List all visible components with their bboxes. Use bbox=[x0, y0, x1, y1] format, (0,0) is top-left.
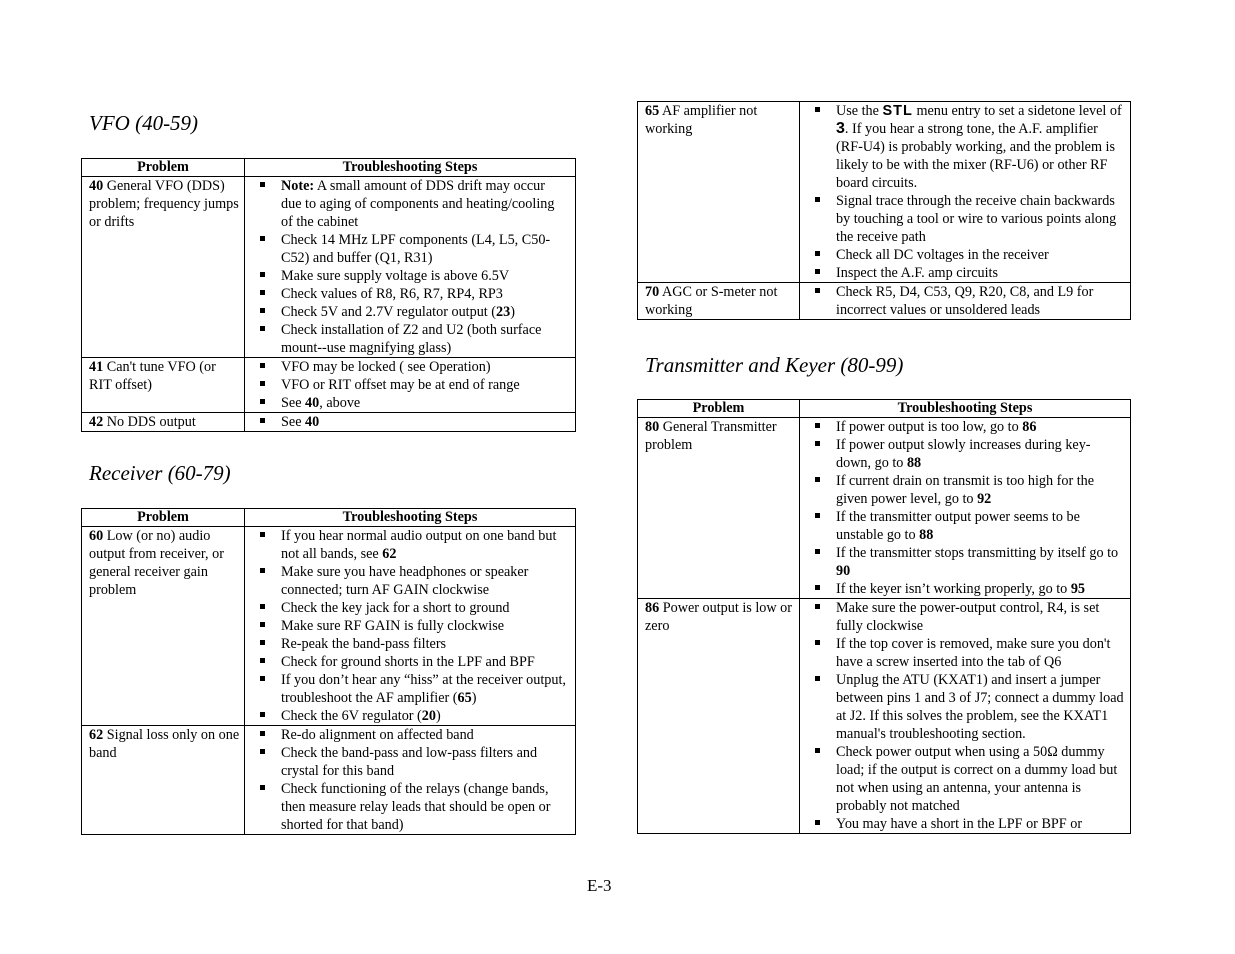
problem-number: 86 bbox=[645, 600, 660, 616]
step-item bbox=[807, 472, 1126, 508]
step-text: Use the bbox=[836, 103, 883, 119]
problem-number: 42 bbox=[89, 414, 104, 430]
vfo-table-body bbox=[82, 177, 576, 432]
step-text: Make sure you have headphones or speaker connected; turn AF GAIN clockwise bbox=[281, 564, 529, 598]
step-reference: 86 bbox=[1022, 419, 1037, 435]
step-text: ) bbox=[435, 708, 441, 724]
problem-number: 65 bbox=[645, 103, 660, 119]
step-text: Check all DC voltages in the receiver bbox=[836, 247, 1049, 263]
step-item bbox=[807, 264, 1126, 282]
problem-number: 60 bbox=[89, 528, 104, 544]
sidetone-level: 3 bbox=[836, 120, 845, 137]
step-reference: 62 bbox=[382, 546, 397, 562]
step-reference: 92 bbox=[977, 491, 992, 507]
step-text: If the transmitter stops transmitting by itself go to bbox=[836, 545, 1119, 561]
step-item bbox=[252, 527, 571, 563]
step-bold: Note: bbox=[281, 178, 315, 194]
table-row bbox=[82, 177, 576, 358]
step-text: VFO or RIT offset may be at end of range bbox=[281, 377, 520, 393]
problem-number: 80 bbox=[645, 419, 660, 435]
vfo-table bbox=[81, 158, 576, 432]
problem-number: 70 bbox=[645, 284, 660, 300]
step-text: Check for ground shorts in the LPF and BPF bbox=[281, 654, 535, 670]
step-reference: 90 bbox=[836, 563, 851, 579]
problem-number: 40 bbox=[89, 178, 104, 194]
step-item bbox=[252, 744, 571, 780]
step-text: ) bbox=[510, 304, 515, 320]
table-row bbox=[638, 283, 1131, 320]
transmitter-table bbox=[637, 399, 1131, 834]
table-row bbox=[82, 726, 576, 835]
step-text: Check 14 MHz LPF components (L4, L5, C50-C52) and buffer (Q1, R31) bbox=[281, 232, 551, 266]
problem-cell bbox=[638, 599, 800, 834]
step-text: , above bbox=[319, 395, 361, 411]
header-problem: Problem bbox=[82, 159, 245, 177]
step-text: . If you hear a strong tone, the A.F. amplifier (RF-U4) is probably working, and the problem is likely to be with the mixer (RF-U6) or other RF board circuits. bbox=[836, 121, 1115, 191]
step-text: Make sure supply voltage is above 6.5V bbox=[281, 268, 510, 284]
step-item bbox=[252, 376, 571, 394]
step-text: Check values of R8, R6, R7, RP4, RP3 bbox=[281, 286, 503, 302]
steps-cell bbox=[800, 599, 1131, 834]
table-header-row bbox=[82, 159, 576, 177]
steps-cell bbox=[245, 177, 576, 358]
problem-cell bbox=[82, 177, 245, 358]
stl-menu-label: STL bbox=[882, 103, 913, 119]
problem-number: 41 bbox=[89, 359, 104, 375]
step-text: Unplug the ATU (KXAT1) and insert a jumper between pins 1 and 3 of J7; connect a dummy load at J2. If this solves the problem, see the KXAT1 manual's troubleshooting section. bbox=[836, 672, 1124, 742]
step-item bbox=[252, 653, 571, 671]
steps-list bbox=[807, 599, 1126, 833]
step-text: If power output slowly increases during key-down, go to bbox=[836, 437, 1091, 471]
steps-list bbox=[807, 283, 1126, 319]
step-text: Check installation of Z2 and U2 (both surface mount--use magnifying glass) bbox=[281, 322, 542, 356]
step-item bbox=[807, 599, 1126, 635]
transmitter-table-body bbox=[638, 418, 1131, 834]
step-text: Signal trace through the receive chain backwards by touching a tool or wire to various points along the receive path bbox=[836, 193, 1117, 245]
table-row bbox=[82, 358, 576, 413]
problem-label: General VFO (DDS) problem; frequency jumps or drifts bbox=[89, 178, 239, 230]
step-text: Check 5V and 2.7V regulator output ( bbox=[281, 304, 497, 320]
step-text: Check functioning of the relays (change bands, then measure relay leads that should be open or shorted for that band) bbox=[281, 781, 551, 833]
problem-label: Can't tune VFO (or RIT offset) bbox=[89, 359, 216, 393]
step-text: If the transmitter output power seems to be unstable go to bbox=[836, 509, 1080, 543]
step-text: If you don’t hear any “hiss” at the receiver output, troubleshoot the AF amplifier ( bbox=[281, 672, 566, 706]
problem-number: 62 bbox=[89, 727, 104, 743]
step-item bbox=[252, 726, 571, 744]
steps-list bbox=[252, 726, 571, 834]
step-text: Check the 6V regulator ( bbox=[281, 708, 422, 724]
step-text: Inspect the A.F. amp circuits bbox=[836, 265, 998, 281]
step-item bbox=[252, 617, 571, 635]
step-reference: 95 bbox=[1070, 581, 1086, 597]
step-text: Check the band-pass and low-pass filters and crystal for this band bbox=[281, 745, 538, 779]
step-text: VFO may be locked ( see Operation) bbox=[281, 359, 491, 375]
step-item bbox=[252, 285, 571, 303]
step-text: If you hear normal audio output on one band but not all bands, see bbox=[281, 528, 557, 562]
step-item bbox=[252, 394, 571, 412]
step-item bbox=[252, 231, 571, 267]
step-item bbox=[807, 815, 1126, 833]
step-text: If power output is too low, go to bbox=[836, 419, 1023, 435]
step-item bbox=[807, 283, 1126, 319]
step-item bbox=[807, 192, 1126, 246]
step-reference: 40 bbox=[305, 395, 320, 411]
steps-list bbox=[252, 177, 571, 357]
steps-cell bbox=[800, 102, 1131, 283]
step-text: Make sure the power-output control, R4, is set fully clockwise bbox=[836, 600, 1100, 634]
problem-cell bbox=[82, 527, 245, 726]
step-item bbox=[252, 358, 571, 376]
receiver-continued-table bbox=[637, 101, 1131, 320]
table-row bbox=[82, 527, 576, 726]
step-text: Check power output when using a 50Ω dummy load; if the output is correct on a dummy load but not when using an antenna, your antenna is probably not matched bbox=[836, 744, 1118, 814]
step-item bbox=[807, 580, 1126, 598]
step-text: menu entry to set a sidetone level of bbox=[912, 103, 1122, 119]
step-item bbox=[807, 102, 1126, 192]
problem-label: Low (or no) audio output from receiver, or general receiver gain problem bbox=[89, 528, 224, 598]
step-text: If the top cover is removed, make sure you don't have a screw inserted into the tab of Q6 bbox=[836, 636, 1111, 670]
problem-cell bbox=[82, 358, 245, 413]
step-reference: 88 bbox=[919, 527, 934, 543]
problem-cell bbox=[82, 726, 245, 835]
header-problem: Problem bbox=[82, 509, 245, 527]
step-item bbox=[252, 303, 571, 321]
problem-cell bbox=[82, 413, 245, 432]
steps-cell bbox=[245, 527, 576, 726]
step-text: See bbox=[281, 414, 306, 430]
step-item bbox=[252, 707, 571, 725]
section-title-receiver: Receiver (60-79) bbox=[89, 461, 231, 485]
step-text: Re-peak the band-pass filters bbox=[281, 636, 447, 652]
step-item bbox=[807, 544, 1126, 580]
section-title-transmitter: Transmitter and Keyer (80-99) bbox=[645, 353, 904, 377]
steps-list bbox=[807, 102, 1126, 282]
step-text: Re-do alignment on affected band bbox=[281, 727, 474, 743]
problem-label: AGC or S-meter not working bbox=[645, 284, 778, 318]
step-text: See bbox=[281, 395, 306, 411]
step-text: Make sure RF GAIN is fully clockwise bbox=[281, 618, 505, 634]
step-item bbox=[807, 635, 1126, 671]
table-row bbox=[82, 413, 576, 432]
steps-list bbox=[807, 418, 1126, 598]
header-steps: Troubleshooting Steps bbox=[800, 400, 1131, 418]
problem-label: No DDS output bbox=[103, 414, 196, 430]
step-text: Check the key jack for a short to ground bbox=[281, 600, 510, 616]
step-item bbox=[252, 599, 571, 617]
problem-label: Signal loss only on one band bbox=[89, 727, 240, 761]
step-text: If the keyer isn’t working properly, go to bbox=[836, 581, 1071, 597]
step-item bbox=[252, 177, 571, 231]
step-item bbox=[252, 635, 571, 653]
step-text: Check R5, D4, C53, Q9, R20, C8, and L9 for incorrect values or unsoldered leads bbox=[836, 284, 1094, 318]
step-text: If current drain on transmit is too high for the given power level, go to bbox=[836, 473, 1095, 507]
step-text: ) bbox=[471, 690, 477, 706]
receiver-continued-table-body bbox=[638, 102, 1131, 320]
step-text: You may have a short in the LPF or BPF or bbox=[836, 816, 1083, 832]
receiver-table-body bbox=[82, 527, 576, 835]
steps-cell bbox=[245, 413, 576, 432]
problem-cell bbox=[638, 102, 800, 283]
step-item bbox=[252, 780, 571, 834]
step-item bbox=[252, 413, 571, 431]
steps-cell bbox=[800, 283, 1131, 320]
step-item bbox=[252, 671, 571, 707]
steps-cell bbox=[245, 358, 576, 413]
step-text: A small amount of DDS drift may occur due to aging of components and heating/cooling of the cabinet bbox=[281, 178, 555, 230]
table-header-row bbox=[638, 400, 1131, 418]
table-row bbox=[638, 599, 1131, 834]
problem-label: General Transmitter problem bbox=[645, 419, 777, 453]
problem-cell bbox=[638, 418, 800, 599]
step-item bbox=[807, 743, 1126, 815]
step-item bbox=[807, 436, 1126, 472]
step-reference: 20 bbox=[421, 708, 436, 724]
step-item bbox=[807, 671, 1126, 743]
step-item bbox=[252, 321, 571, 357]
section-title-vfo: VFO (40-59) bbox=[89, 111, 199, 135]
page-number: E-3 bbox=[587, 876, 612, 895]
header-steps: Troubleshooting Steps bbox=[245, 159, 576, 177]
problem-label: AF amplifier not working bbox=[645, 103, 758, 137]
step-reference: 88 bbox=[906, 455, 922, 471]
problem-label: Power output is low or zero bbox=[645, 600, 792, 634]
steps-list bbox=[252, 527, 571, 725]
header-problem: Problem bbox=[638, 400, 800, 418]
step-item bbox=[807, 508, 1126, 544]
header-steps: Troubleshooting Steps bbox=[245, 509, 576, 527]
step-reference: 40 bbox=[305, 414, 320, 430]
steps-cell bbox=[800, 418, 1131, 599]
table-header-row bbox=[82, 509, 576, 527]
step-reference: 23 bbox=[496, 304, 511, 320]
table-row bbox=[638, 418, 1131, 599]
step-item bbox=[807, 418, 1126, 436]
step-item bbox=[252, 267, 571, 285]
step-reference: 65 bbox=[457, 690, 472, 706]
steps-cell bbox=[245, 726, 576, 835]
steps-list bbox=[252, 413, 571, 431]
step-item bbox=[252, 563, 571, 599]
table-row bbox=[638, 102, 1131, 283]
problem-cell bbox=[638, 283, 800, 320]
receiver-table bbox=[81, 508, 576, 835]
step-item bbox=[807, 246, 1126, 264]
steps-list bbox=[252, 358, 571, 412]
